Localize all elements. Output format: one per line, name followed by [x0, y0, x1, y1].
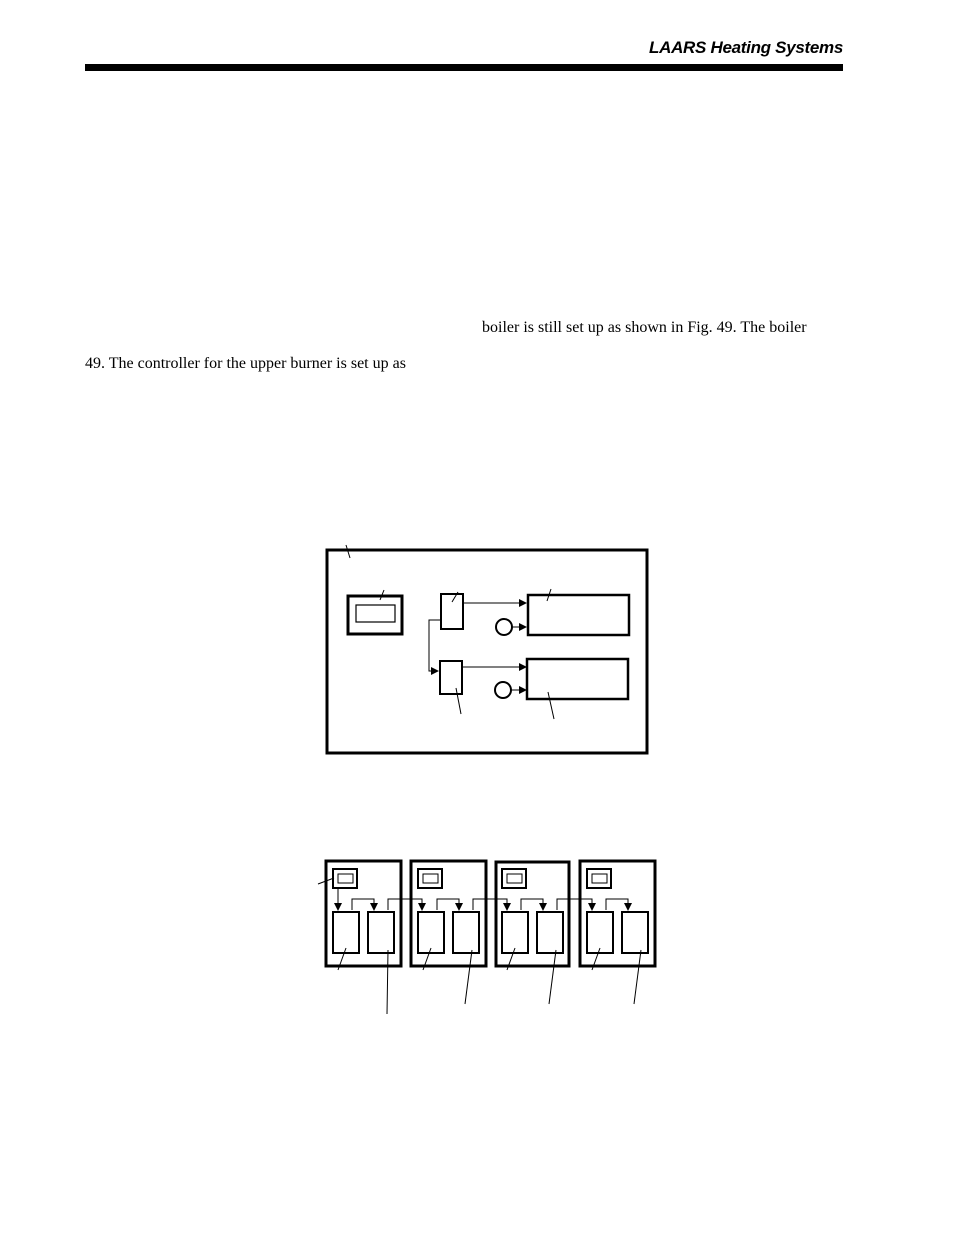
- boiler-4-enclosure: [580, 861, 655, 966]
- boiler-2-module-a: [418, 912, 444, 953]
- boiler-2-module-b: [453, 912, 479, 953]
- burner-lower-callout-line: [548, 692, 554, 719]
- lower-sensor-circle: [495, 682, 511, 698]
- boiler-unit-1: [318, 861, 401, 1014]
- boiler-1-module-a: [333, 912, 359, 953]
- burner-upper: [528, 595, 629, 635]
- controller-lower-callout-line: [456, 688, 461, 714]
- boiler-enclosure: [327, 550, 647, 753]
- boiler-4-link-line: [606, 899, 628, 910]
- boiler-4-module-a: [587, 912, 613, 953]
- boiler-2-display-window: [423, 874, 438, 883]
- boiler-4-module-b: [622, 912, 648, 953]
- boiler-unit-3: [496, 862, 569, 1004]
- boiler-3-module-a: [502, 912, 528, 953]
- boiler-1-callout-b: [387, 950, 388, 1014]
- boiler-unit-2: [411, 861, 486, 1004]
- upper-sensor-circle: [496, 619, 512, 635]
- boiler-1-link-line: [352, 899, 374, 910]
- multi-boiler-diagram: [318, 861, 655, 1014]
- boiler-3-module-b: [537, 912, 563, 953]
- header-title: LAARS Heating Systems: [649, 38, 843, 57]
- boiler-3-callout-b: [549, 950, 556, 1004]
- body-text-line-2: 49. The controller for the upper burner is set up as: [85, 355, 406, 372]
- boiler-unit-4: [580, 861, 655, 1004]
- boiler-2-callout-b: [465, 950, 472, 1004]
- boiler-4-callout-b: [634, 950, 641, 1004]
- boiler-2-link-line: [437, 899, 459, 910]
- boiler-1-display-window: [338, 874, 353, 883]
- controller-upper: [441, 594, 463, 629]
- burner-lower: [527, 659, 628, 699]
- boiler-3-link-line: [521, 899, 543, 910]
- boiler-4-display-window: [592, 874, 607, 883]
- boiler-1-enclosure: [326, 861, 401, 966]
- controller-lower: [440, 661, 462, 694]
- body-text-line-1: boiler is still set up as shown in Fig. 49. The boiler: [482, 319, 807, 336]
- boiler-3-display-window: [507, 874, 522, 883]
- boiler-2-enclosure: [411, 861, 486, 966]
- link-boiler-3-to-4: [557, 899, 592, 910]
- display-window: [356, 605, 395, 622]
- single-boiler-diagram: [327, 545, 647, 753]
- link-boiler-1-to-2: [388, 899, 422, 910]
- link-boiler-2-to-3: [473, 899, 507, 910]
- boiler-1-module-b: [368, 912, 394, 953]
